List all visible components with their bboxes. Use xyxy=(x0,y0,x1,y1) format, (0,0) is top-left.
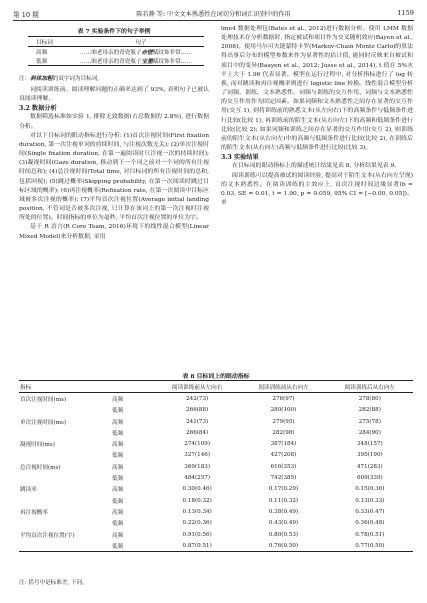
table8-measure: 单次注视时间(ms) xyxy=(20,419,67,426)
table8-header-cond2: 阅读训练前从右向左 xyxy=(258,384,309,391)
paragraph: 数据筛选标准如实验 1, 排除无效数据(占总数据的 2.8%), 进行数据分析。 xyxy=(19,114,209,130)
table8-value-cond1: 242(73) xyxy=(186,395,209,402)
table-row xyxy=(28,47,204,57)
section-heading: 3.2 数据分析 xyxy=(19,105,57,113)
target-word: 赤壁 xyxy=(141,49,153,56)
table8-measure: 再注视概率 xyxy=(20,509,48,516)
table8-body xyxy=(19,393,413,552)
table8-value-cond3: 0.78(0.51) xyxy=(355,531,385,538)
left-column xyxy=(19,86,209,242)
table-row xyxy=(19,416,413,427)
table8-caption: 表 8 目标词上的眼动指标 xyxy=(182,373,250,380)
table8-value-cond1: 274(109) xyxy=(184,441,211,448)
table8-value-cond2: 0.43(0.49) xyxy=(268,520,299,527)
table8-measure xyxy=(19,405,110,416)
table8-header-cond1: 阅读训练前从左向右 xyxy=(171,384,223,391)
table-row xyxy=(19,427,413,438)
table8-measure: 凝视时间(ms) xyxy=(20,442,55,449)
header-rule xyxy=(13,20,414,21)
paragraph: 在目标词的眼动指标上的描述统计结果见表 8, 分析结果见表 9。 xyxy=(232,163,401,170)
table8-value-cond3: 278(80) xyxy=(358,395,381,402)
table-row xyxy=(19,461,413,472)
table-row xyxy=(19,484,413,495)
table7-header-word: 目标词 xyxy=(36,39,53,46)
table8-frequency: 高频 xyxy=(112,464,124,471)
table8-value-cond3: 282(88) xyxy=(358,407,381,414)
table8-value-cond1: 266(88) xyxy=(186,407,209,414)
table7-note xyxy=(19,74,209,82)
table8-value-cond3: 395(190) xyxy=(356,452,383,459)
table8-value-cond2: 282(98) xyxy=(272,429,295,436)
table8-note: 注: 括号中是标准差, 下同。 xyxy=(19,580,88,586)
paragraph: lme4 数据处理包(Bates et al., 2012)进行数据分析。使用 LMM 数据处理技术在分析数据时, 指定被试和项目作为交叉随机效应(Bayen et al., 2008)。使用马尔可夫链蒙特卡罗(Markov-Chain Monte Carlo)的算法得出事后分布的模型参数来作为显著性的估计值, 能同时反映来自被试和项目中的变异(Baayen et al., 2012; Josse et al., 2014), t 值在 5%水平上大于 1.96 代表显著。模型在运行过程中, 对分析指标进行了 log 转换, 而对跳读和再注视概率则进行 logistic line 转换。线性混合模型分析了词频、训练、文本熟悉性、词频与训练的交互作用、词频与文本熟悉性的交互作用作为固定因素。如果词频和文本熟悉性之间存在显著的交互作用(交互 1), 则将训练前的熟悉文本(从左向右)下的高频条件与低频条件进行比较(比较 1), 再训练前的陌生文本(从右向左)下的高频和低频条件进行比较(比较 2); 如果词频和训练之间存在显著的交互作用(交互 2), 则训练前的陌生文本(从右向左)中的高频与低频条件进行比较(比较 2), 在训练后的陌生文本(从右向左)高频与低频条件进行比较(比较 3)。 xyxy=(221,26,413,152)
table-row xyxy=(19,529,413,540)
table8-measure xyxy=(19,540,110,552)
table8-value-cond1: 241(73) xyxy=(186,418,209,425)
paragraph: 对以下目标词的眼动指标进行分析: (1)首次注视时间(First fixation duration, 第一次注视单词的持续时间, 与注视次数无关); (2)单次注视时间(Single fixation duration, 在第一遍阅读时只注视一次的持续时间); (3)凝视时间(Gaze duration, 移动到下一个词之前对一个词的所有注视时间总和); (4)总注视时间(Total time, 对目标词的所有注视时间的总和, 包括回视); (5)跳过概率(Skipping probability, 在第一次阅读时跳过目标区域的概率); (6)再注视概率(Refixation rate, 在第一次阅读中目标区域被多次注视的概率); (7)平均首次注视位置(Average initial landing position, 不管词是否被多次注视, 只计算在该词上的第一次注视时注视所处的位置)。时间指标的单位为毫秒, 平均首次注视位置的单位为字。 xyxy=(19,132,209,222)
table8-value-cond3: 0.36(0.48) xyxy=(355,520,385,527)
note-emphasis: 斜体加粗 xyxy=(30,76,53,82)
table8-value-cond1: 0.18(0.32) xyxy=(182,497,212,504)
paragraph: 阅读训练可以提高被试的阅读经验, 提高对于陌生文本(从右向左呈现)的文本熟悉性。在阅读训练的主效应上, 首次注视时间边缘显著(b = 0.03, SE = 0.01, t = 1.90, p = 0.059, 95% CI = [−0.00, 0.05])。单 xyxy=(221,172,413,206)
table8-value-cond2: 616(353) xyxy=(270,463,297,470)
table8-frequency: 低频 xyxy=(112,521,124,528)
table8-frequency: 低频 xyxy=(112,408,124,415)
sentence-pre: ……咱老母亲的青瓷瓶子 xyxy=(80,58,142,65)
table8-measure: 平均首次注视位置(字) xyxy=(20,532,75,539)
paragraph: 基于 R 语言(R Core Team, 2016)环境下的线性混合模型(Linear Mixed Model)来分析数据, 采用 xyxy=(19,224,209,240)
note-rest: 的双字词为目标词。 xyxy=(52,76,103,82)
table7 xyxy=(28,36,204,66)
table8-value-cond1: 0.22(0.36) xyxy=(182,520,212,527)
table8-frequency: 低频 xyxy=(112,453,124,460)
table8-value-cond1: 0.30(0.46) xyxy=(182,486,212,493)
table8-measure xyxy=(19,450,110,461)
table8-value-cond3: 284(90) xyxy=(358,429,381,436)
table8-measure xyxy=(19,518,110,529)
running-title: 陈若静 等: 中文文本熟悉性在词切分和词汇识别中的作用 xyxy=(136,11,291,18)
table8-value-cond1: 369(183) xyxy=(184,463,211,470)
table7-caption: 表 7 实验条件下的句子举例 xyxy=(77,28,151,35)
table8-frequency: 高频 xyxy=(112,487,124,494)
table8-frequency: 低频 xyxy=(112,498,124,505)
table8-value-cond2: 0.17(0.29) xyxy=(268,486,299,493)
table8-measure xyxy=(19,427,110,438)
sentence-pre: ……咱老母亲的青瓷瓶子 xyxy=(80,49,142,56)
page-number: 1159 xyxy=(397,9,414,17)
table8-header-freq xyxy=(110,381,154,393)
table8-measure: 总注视时间(ms) xyxy=(20,464,61,471)
table8-value-cond1: 266(84) xyxy=(186,429,209,436)
table8-value-cond2: 0.38(0.49) xyxy=(268,508,299,515)
target-word: 宝墨 xyxy=(141,58,153,65)
table-row xyxy=(19,450,413,461)
table-row xyxy=(19,540,413,552)
table-row xyxy=(19,405,413,416)
table8-frequency: 高频 xyxy=(112,396,124,403)
table7-sentence xyxy=(78,47,204,57)
table7-header-row xyxy=(28,37,204,47)
table8-frequency: 高频 xyxy=(112,419,124,426)
table-row xyxy=(19,518,413,529)
table7-word: 低频 xyxy=(36,58,48,65)
table8-value-cond2: 387(184) xyxy=(270,441,297,448)
table8-value-cond2: 0.76(0.50) xyxy=(268,542,299,549)
table8-measure: 首次注视时间(ms) xyxy=(20,396,67,403)
table8-value-cond3: 0.13(0.33) xyxy=(355,497,385,504)
right-column xyxy=(221,25,413,208)
table8-frequency: 高频 xyxy=(112,442,124,449)
note-head: 注： xyxy=(19,76,31,82)
table7-header-sentence: 句子 xyxy=(135,39,147,46)
table7-sentence xyxy=(78,56,204,66)
table8-measure xyxy=(19,472,110,483)
table8-value-cond1: 327(146) xyxy=(184,452,211,459)
paragraph: 词阅读训练前、阅读理解问题的正确率达到了 93%, 表明句子已被认真阅读理解。 xyxy=(19,87,209,103)
section-heading: 3.3 实验结果 xyxy=(221,154,259,162)
table8-value-cond2: 742(385) xyxy=(270,475,297,482)
table8-value-cond1: 0.87(0.51) xyxy=(182,542,212,549)
sentence-post: 赋纹饰非常…… xyxy=(152,58,192,65)
page-header xyxy=(13,7,414,19)
table8 xyxy=(19,380,413,552)
table8-header-row xyxy=(19,381,413,393)
table-row xyxy=(19,495,413,506)
table8-measure xyxy=(19,495,110,506)
table8-value-cond3: 0.15(0.36) xyxy=(355,486,385,493)
table8-value-cond3: 609(339) xyxy=(356,475,383,482)
table8-header-cond3: 阅读训练后从右向左 xyxy=(344,384,395,391)
table8-value-cond3: 471(283) xyxy=(356,463,383,470)
table8-value-cond1: 0.91(0.56) xyxy=(182,531,212,538)
sentence-post: 赋纹饰非常…… xyxy=(152,49,192,56)
table-row xyxy=(19,393,413,405)
issue-number: 第 10 期 xyxy=(13,11,39,19)
table8-value-cond3: 0.77(0.50) xyxy=(355,542,385,549)
table8-value-cond1: 0.13(0.34) xyxy=(182,508,212,515)
table8-frequency: 高频 xyxy=(112,509,124,516)
table8-value-cond3: 0.33(0.47) xyxy=(355,508,385,515)
table7-word: 高频 xyxy=(36,49,48,56)
table8-value-cond2: 0.11(0.32) xyxy=(268,497,299,504)
table8-frequency: 低频 xyxy=(112,543,124,550)
table8-value-cond2: 280(100) xyxy=(270,407,297,414)
table8-header-measure: 指标 xyxy=(20,384,32,391)
table8-value-cond2: 276(97) xyxy=(272,395,295,402)
table-row xyxy=(19,472,413,483)
table-row xyxy=(19,438,413,449)
table8-measure: 跳读率 xyxy=(20,487,37,494)
table8-frequency: 高频 xyxy=(112,532,124,539)
table8-value-cond3: 275(78) xyxy=(358,418,381,425)
table8-value-cond2: 0.80(0.53) xyxy=(268,531,299,538)
table8-value-cond1: 484(257) xyxy=(184,475,211,482)
table8-value-cond2: 427(208) xyxy=(270,452,297,459)
table8-frequency: 低频 xyxy=(112,430,124,437)
table-row xyxy=(28,56,204,66)
table8-value-cond2: 279(95) xyxy=(272,418,295,425)
table8-frequency: 低频 xyxy=(112,476,124,483)
table8-value-cond3: 348(157) xyxy=(356,441,383,448)
table-row xyxy=(19,506,413,517)
